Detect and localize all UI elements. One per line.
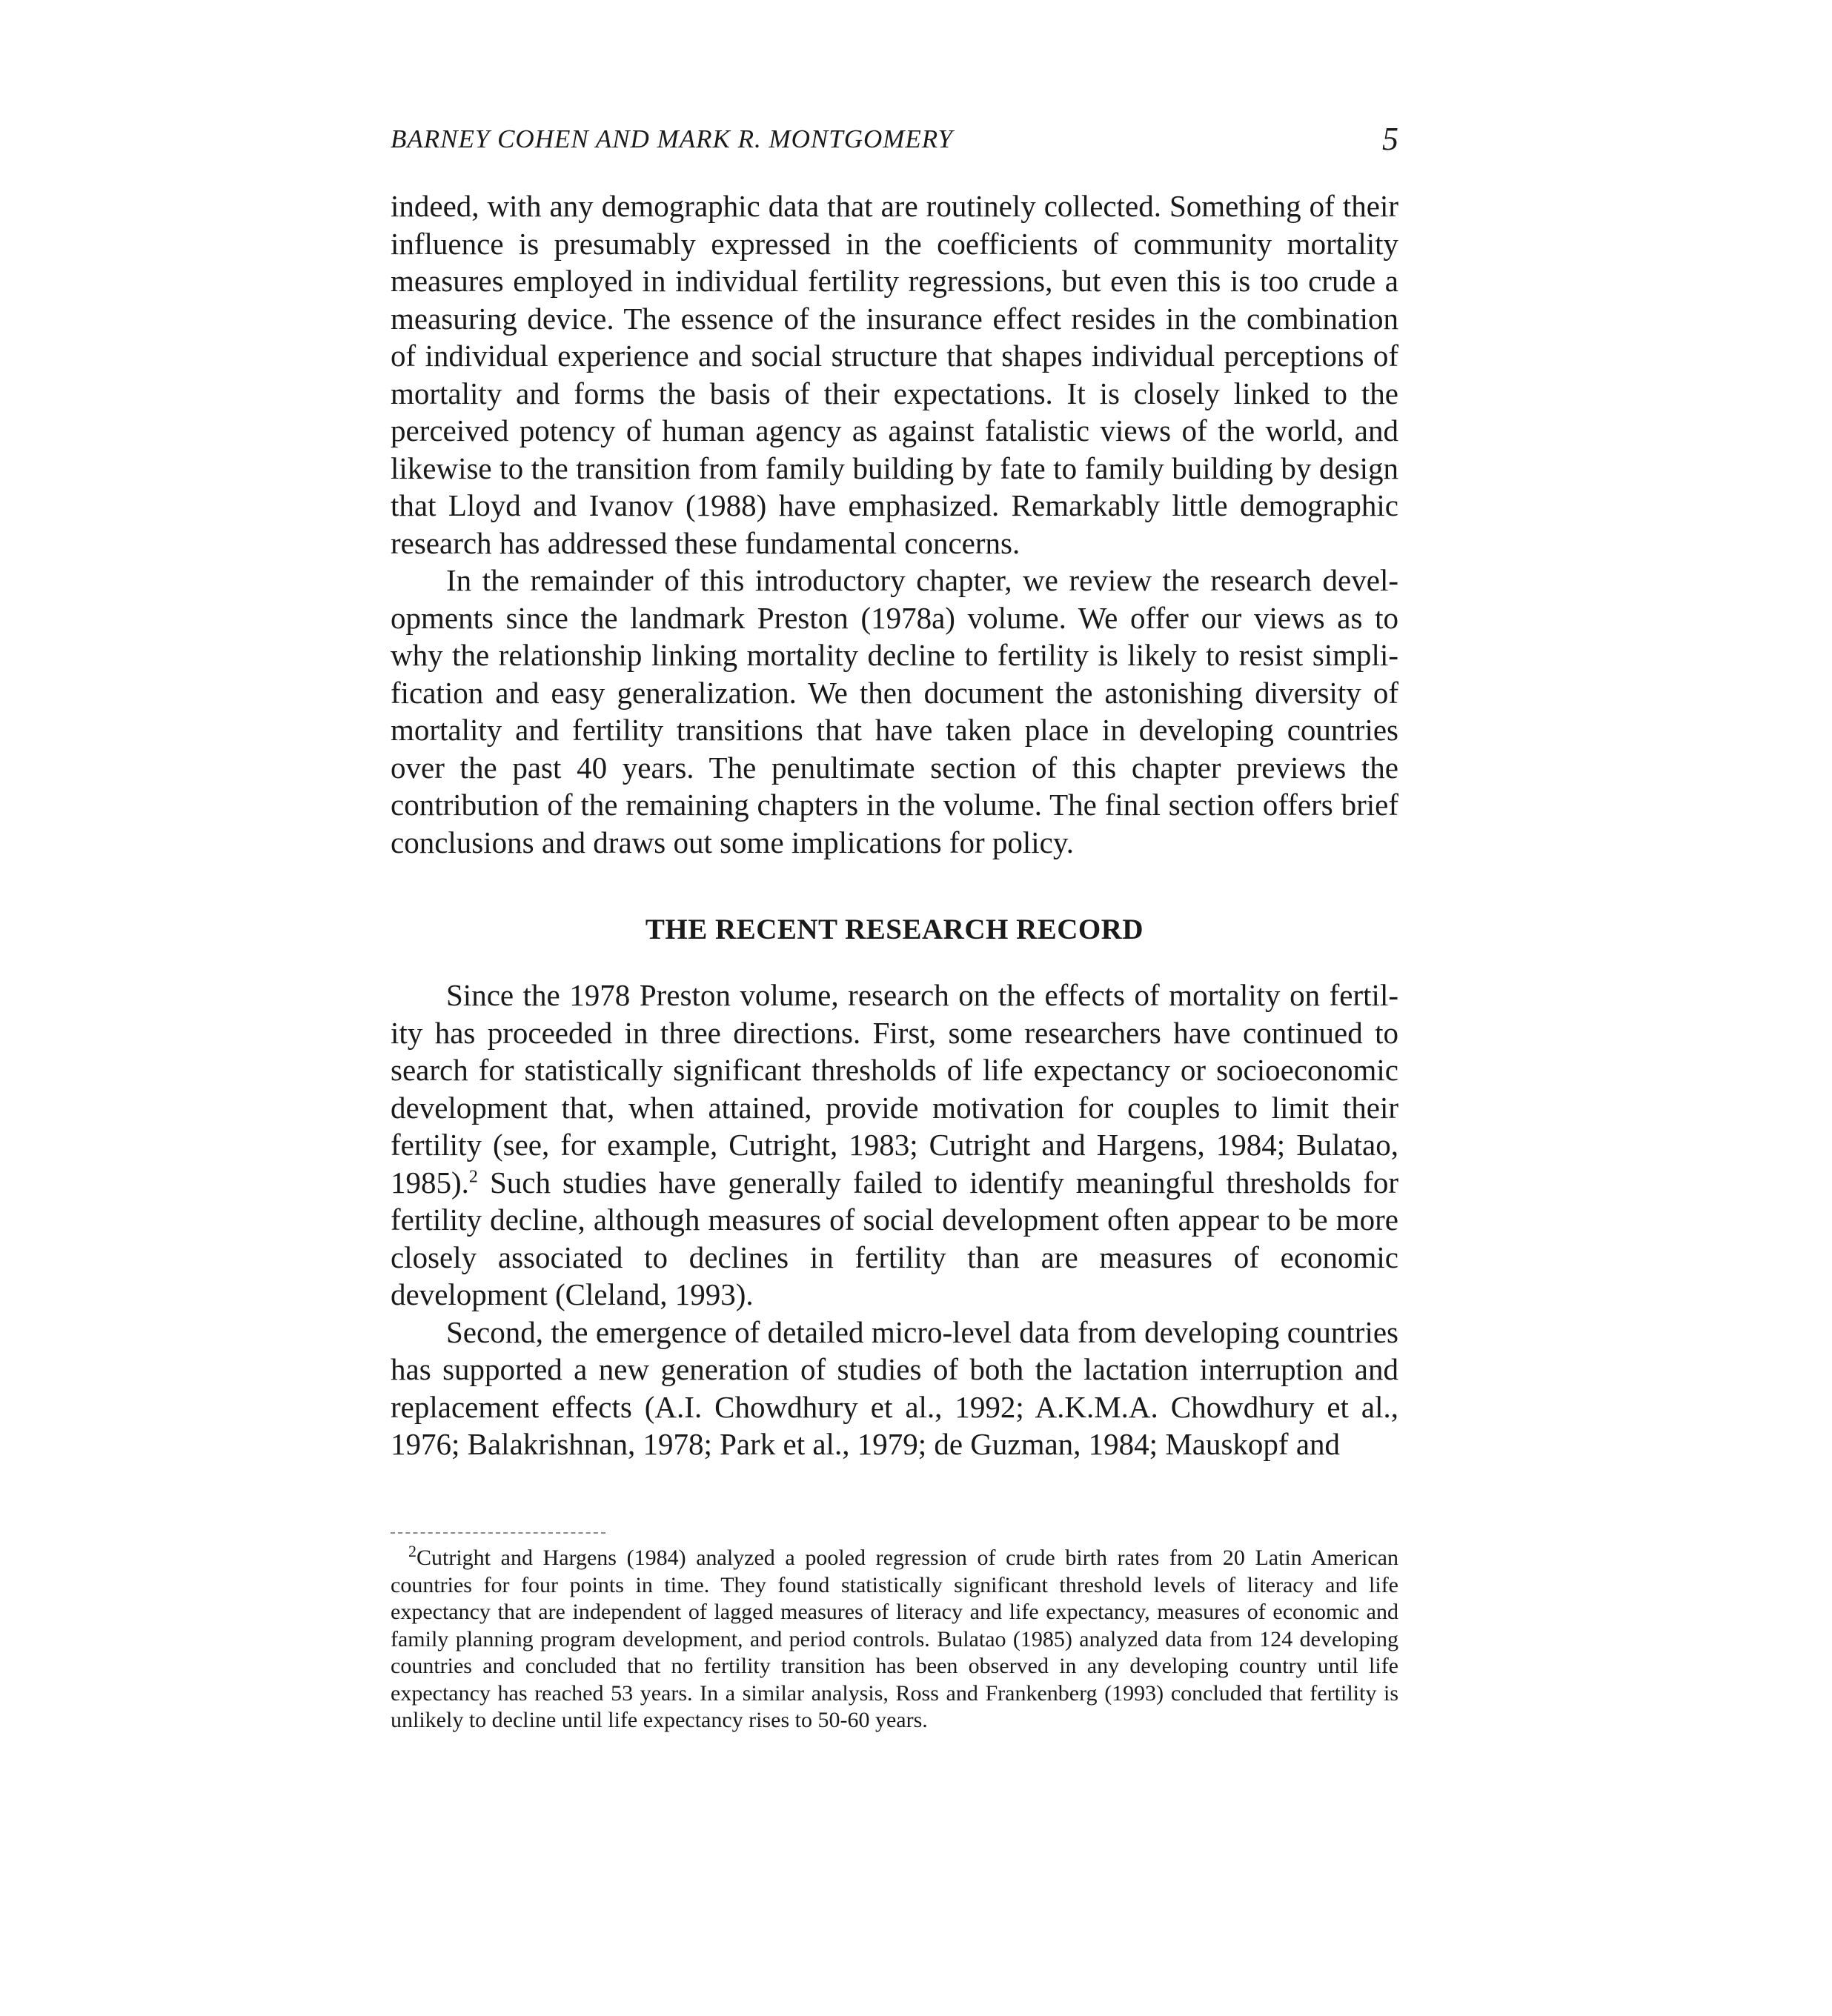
body-text-top xyxy=(391,187,1398,861)
running-head-authors: BARNEY COHEN AND MARK R. MONTGOMERY xyxy=(391,124,953,153)
body-text-bottom xyxy=(391,977,1398,1463)
footnote xyxy=(391,1542,1398,1734)
footnote-divider xyxy=(391,1532,605,1534)
footnote-text: Cutright and Hargens (1984) analyzed a pooled regression of crude birth rates from 20 Latin American countries for four points in time. They found statistically significant threshold levels of literacy and life expectancy that are independent of lagged measures of literacy and life expectancy, measures of economic and family planning program development, and period controls. Bulatao (1985) analyzed data from 124 developing countries and concluded that no fertility transition has been observed in any developing country until life expectancy has reached 53 years. In a similar analysis, Ross and Frankenberg (1993) concluded that fertility is unlikely to decline until life expectancy rises to 50-60 years. xyxy=(391,1546,1398,1732)
footnote-reference[interactable]: 2 xyxy=(468,1166,478,1186)
section-heading: THE RECENT RESEARCH RECORD xyxy=(645,914,1144,945)
footnote-marker: 2 xyxy=(408,1542,416,1560)
page-number: 5 xyxy=(1382,121,1398,157)
paragraph-2: In the remainder of this introductory chapter, we review the research developments since the landmark Preston (1978a) volume. We offer our views as to why the relationship linking mortality decline to fertility is likely to resist simplification and easy generalization. We then document the astonishing diversity of mortality and fertility transitions that have taken place in developing countries over the past 40 years. The penultimate section of this chapter previews the contribution of the remaining chapters in the volume. The final section offers brief conclusions and draws out some implications for policy. xyxy=(391,563,1398,859)
paragraph-3-text-b: Such studies have generally failed to identify meaningful thresholds for fertility decline, although measures of social development often appear to be more closely associated to declines in fertility than are measures of economic development (Cleland, 1993). xyxy=(391,1165,1398,1311)
running-head xyxy=(391,120,1398,164)
paragraph-3 xyxy=(391,977,1398,1314)
paragraph-3-text-a: Since the 1978 Preston volume, research on the effects of mortality on fertility has proceeded in three directions. First, some researchers have continued to search for statistically significant thresholds of life expectancy or socioeconomic development that, when attained, provide motivation for couples to limit their fertility (see, for example, Cutright, 1983; Cutright and Hargens, 1984; Bulatao, 1985). xyxy=(391,978,1398,1200)
paragraph-1: indeed, with any demographic data that are routinely collected. Something of their influence is presumably expressed in the coefficients of community mortality measures employed in individual fertility regressions, but even this is too crude a measuring device. The essence of the insurance effect resides in the combination of individual experience and social structure that shapes individual perceptions of mortality and forms the basis of their expectations. It is closely linked to the perceived potency of human agency as against fatalistic views of the world, and likewise to the transition from family building by fate to family building by design that Lloyd and Ivanov (1988) have emphasized. Remarkably little demographic research has addressed these fundamental concerns. xyxy=(391,189,1398,560)
paragraph-4: Second, the emergence of detailed micro-level data from developing countries has supported a new generation of studies of both the lactation interruption and replacement effects (A.I. Chowdhury et al., 1992; A.K.M.A. Chowdhury et al., 1976; Balakrishnan, 1978; Park et al., 1979; de Guzman, 1984; Mauskopf and xyxy=(391,1314,1398,1461)
